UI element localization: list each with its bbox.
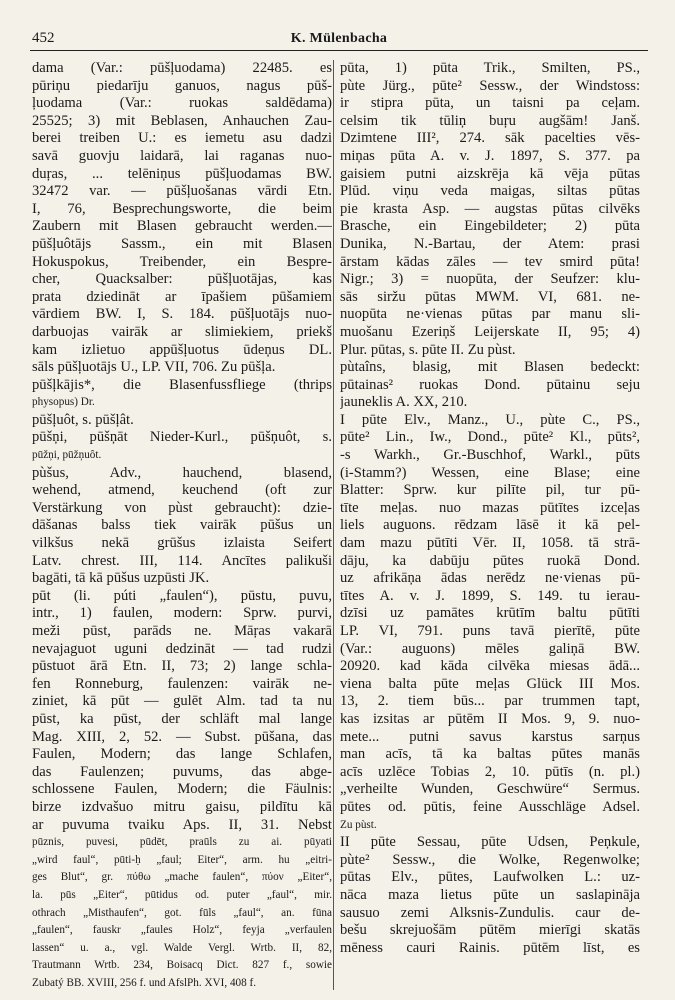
text-line: Faulen, Modern; das lange Schlafen,: [32, 746, 332, 763]
text-line: dam mazu pūtīti Vēr. II, 1058. tā strā-: [340, 535, 640, 552]
text-line: Plur. pūtas, s. pūte II. Zu pùst.: [340, 341, 516, 358]
text-line: nevajaguot uguni dedzināt — tad rudzi: [32, 640, 332, 657]
text-line: bešu skrejuošām pūtēm mierīgi skatās: [340, 922, 640, 939]
text-line: mete... putni savus karstus sarņus: [340, 728, 640, 745]
text-line: Zu pùst.: [340, 818, 377, 831]
text-line: nāca maza lietus pūte un saslapināja: [340, 886, 640, 903]
text-line: lassen“ u. a., vgl. Walde Vergl. Wrtb. II, 82,: [32, 941, 332, 954]
text-line: jauneklis A. XX, 210.: [340, 394, 468, 411]
text-line: darbuojas vairāk ar slimiekiem, priekš: [32, 323, 332, 340]
text-line: physopus) Dr.: [32, 396, 95, 409]
text-line: schlossene Faulen, Modern; die Fäulnis:: [32, 781, 332, 798]
text-line: das Faulenzen; puvums, das abge-: [32, 763, 332, 780]
text-line: meži pūst, parāds ne. Māŗas vakarā: [32, 623, 332, 639]
text-line: bagāti, tā kā pūšus uzpūsti JK.: [32, 570, 210, 587]
right-column: [340, 60, 640, 957]
text-line: pūta, 1) pūta Trik., Smilten, PS.,: [340, 60, 640, 76]
text-line: fen Ronneburg, faulenzen: vairāk ne-: [32, 675, 332, 692]
text-line: Zaubern mit Blasen gebraucht werden.—: [32, 218, 332, 235]
text-line: LP. VI, 791. puns tavā pierītē, pūte: [340, 623, 640, 639]
running-head: K. Mülenbacha: [290, 31, 388, 46]
text-line: dāju, ka dabūju pūtes ruokā Dond.: [340, 552, 640, 569]
text-line: pie krasta Asp. — augstas pūtas cilvēks: [340, 200, 640, 217]
text-line: Dzimtene III², 274. sāk pacelties vēs-: [340, 130, 640, 147]
text-line: berei treiben U.: es iemetu asu dadzi: [32, 130, 332, 147]
text-line: la. pūs „Eiter“, pūtidus od. puter „faul“, mir.: [32, 888, 332, 901]
text-line: pūšļuôtājs Sassm., ein mit Blasen: [32, 235, 332, 252]
text-line: dāšanas balss tiek vairāk pūšus un: [32, 517, 332, 534]
text-line: wehend, atmend, keuchend (oft zur: [32, 482, 332, 499]
text-line: ļuodama (Var.: ruokas saldēdama): [32, 95, 332, 112]
text-line: cher, Quacksalber: pūšļuotājas, kas: [32, 271, 332, 288]
text-line: dama (Var.: pūšļuodama) 22485. es: [32, 60, 332, 76]
text-line: miņas pūta A. v. J. 1897, S. 377. pa: [340, 147, 640, 164]
text-line: prata dziedināt ar īpašiem pūšamiem: [32, 288, 332, 305]
text-line: ārstam kādas zāles — tev smird pūta!: [340, 253, 640, 270]
text-line: Nigr.; 3) = nuopūta, der Seufzer: klu-: [340, 271, 640, 288]
text-line: sausuo zemi Alksnis-Zundulis. caur de-: [340, 904, 640, 921]
text-line: (Var.: auguons) mēles galiņā BW.: [340, 640, 640, 657]
text-line: pūtainas² ruokas Dond. pūtainu seju: [340, 376, 640, 393]
page-number: 452: [32, 30, 55, 46]
text-line: kas izsitas ar pūtēm II Mos. 9, 9. nuo-: [340, 710, 640, 727]
text-line: duŗas, ... telēniņus pūšļuodamas BW.: [32, 165, 332, 182]
text-line: Brasche, ein Eingebildeter; 2) pūta: [340, 218, 640, 235]
text-line: othrach „Misthaufen“, got. fūls „faul“, an. fūna: [32, 906, 332, 919]
text-line: Plūd. viņu veda maigas, siltas pūtas: [340, 183, 640, 200]
page-header: [30, 28, 648, 51]
text-line: „verheilte Wunden, Geschwüre“ Sermus.: [340, 781, 640, 798]
text-line: Trautmann Wrtb. 234, Boisacq Dict. 827 f., sowie: [32, 959, 332, 972]
text-line: Verstärkung von pùst gebraucht): dzie-: [32, 499, 332, 516]
text-line: man acīs, tā ka baltas pūtes manās: [340, 746, 640, 763]
text-line: uz afrikāņa ādas nerēdz ne·vienas pū-: [340, 570, 640, 587]
text-line: 13, 2. tiem būs... par trummen tapt,: [340, 693, 640, 710]
text-line: pūt (li. púti „faulen“), pūstu, puvu,: [32, 587, 332, 604]
text-line: pūtes od. pūtis, feine Ausschläge Adsel.: [340, 798, 640, 815]
text-line: birze izdvašuo mitru gaisu, pildītu kā: [32, 798, 332, 815]
text-line: „wird faul“, pūti-ḥ „faul; Eiter“, arm. hu „eitri-: [32, 853, 332, 866]
text-line: tīte meļas. nuo mazas pūtītes izceļas: [340, 499, 640, 516]
text-line: savā guovju laidarā, lai raganas nuo-: [32, 147, 332, 164]
text-line: ziniet, kā pūt — gulēt Alm. tad ta nu: [32, 693, 332, 710]
text-line: intr., 1) faulen, modern: Sprw. purvi,: [32, 605, 332, 622]
text-line: acīs uzlēce Tobias 2, 10. pūtīs (n. pl.): [340, 763, 640, 780]
text-line: (i-Stamm?) Wessen, eine Blase; eine: [340, 464, 640, 481]
text-line: pūžņi, pūžņuôt.: [32, 449, 102, 462]
text-line: pūriņu piedarīju ganuos, nagus pūš-: [32, 77, 332, 94]
text-line: Zubatý BB. XVIII, 256 f. und AfslPh. XVI, 408 f.: [32, 976, 257, 989]
text-line: ges Blut“, gr. πύθω „mache faulen“, πύον „Eiter“,: [32, 871, 332, 884]
text-line: 20920. kad kāda cilvēka miesas ādā...: [340, 658, 640, 675]
text-line: vārdiem BW. I, S. 184. pūšļuotājs nuo-: [32, 306, 332, 323]
text-line: mēness cauri Rainis. pūtēm līst, es: [340, 939, 640, 956]
text-line: gaisiem putni aizskrēja kā vēja pūtas: [340, 165, 640, 182]
text-line: pùte Jürg., pūte² Sessw., der Windstoss:: [340, 77, 640, 94]
column-divider: [333, 60, 334, 990]
text-line: pùšus, Adv., hauchend, blasend,: [32, 464, 332, 481]
text-line: Hokuspokus, Treibender, ein Bespre-: [32, 253, 332, 270]
text-line: muošanu Ezeriņš Leijerskate II, 95; 4): [340, 323, 640, 340]
text-line: Mag. XIII, 2, 52. — Subst. pūšana, das: [32, 728, 332, 745]
text-line: pūst, ka pūst, der schläft mal lange: [32, 710, 332, 727]
left-column: [32, 60, 332, 992]
text-line: pūšļuôt, s. pūšļât.: [32, 411, 134, 428]
text-line: pūtas Elv., pūtes, Laufwolken L.: uz-: [340, 869, 640, 886]
text-line: liels auguons. rēdzam lāsē it kā pel-: [340, 517, 640, 534]
text-line: pūšņi, pūšņāt Nieder-Kurl., pūšņuôt, s.: [32, 429, 332, 446]
text-line: kam izlietuo appūšļuotus ūdeņus DL.: [32, 341, 332, 358]
text-line: Latv. chrest. III, 114. Ancītes palikuši: [32, 552, 332, 569]
text-line: Dunika, N.-Bartau, der Atem: prasi: [340, 235, 640, 252]
text-line: pùte² Sessw., die Wolke, Regenwolke;: [340, 851, 640, 868]
text-line: sāls pūšļuotājs U., LP. VII, 706. Zu pūšļa.: [32, 359, 276, 376]
text-line: -s Warkh., Gr.-Buschhof, Warkl., pūts: [340, 447, 640, 464]
text-line: viena balta pūte meļas Glück III Mos.: [340, 675, 640, 692]
text-line: ar puvuma tvaiku Aps. II, 31. Nebst: [32, 816, 332, 833]
text-line: ir stipra pūta, un taisni pa ceļam.: [340, 95, 640, 112]
text-line: dzīsi uz pamātes krūtīm baltu pūtīti: [340, 605, 640, 622]
text-line: pùtaîns, blasig, mit Blasen bedeckt:: [340, 359, 640, 376]
text-line: Blatter: Sprw. kur pilīte pil, tur pū-: [340, 482, 640, 499]
text-line: tītes A. v. J. 1899, S. 149. tu ierau-: [340, 587, 640, 604]
text-line: pūte² Lin., Iw., Dond., pūte² Kl., pūts²,: [340, 429, 640, 446]
text-line: pūšļkājis*, die Blasenfussfliege (thrips: [32, 376, 332, 393]
text-line: 25525; 3) mit Beblasen, Anhauchen Zau-: [32, 112, 332, 129]
text-line: vilkšus nekā grūšus izlaista Seifert: [32, 535, 332, 552]
text-line: pūznis, puvesi, pūdēt, praūls zu ai. pūyati: [32, 836, 332, 849]
text-line: I pūte Elv., Manz., U., pùte C., PS.,: [340, 411, 640, 428]
text-line: 32472 var. — pūšļuošanas vārdi Etn.: [32, 183, 332, 200]
text-line: II pūte Sessau, pūte Udsen, Peņkule,: [340, 834, 640, 851]
text-line: sās siržu pūtas MWM. VI, 681. ne-: [340, 288, 640, 305]
text-line: pūstuot ārā Etn. II, 73; 2) lange schla-: [32, 658, 332, 675]
text-line: nuopūta ne·vienas pūtas par manu sli-: [340, 306, 640, 323]
text-line: celsim tik tūliņ buŗu augšām! Janš.: [340, 112, 640, 129]
text-line: I, 76, Besprechungsworte, die beim: [32, 200, 332, 217]
text-line: „faulen“, fauskr „faules Holz“, feyja „verfaulen: [32, 924, 332, 937]
